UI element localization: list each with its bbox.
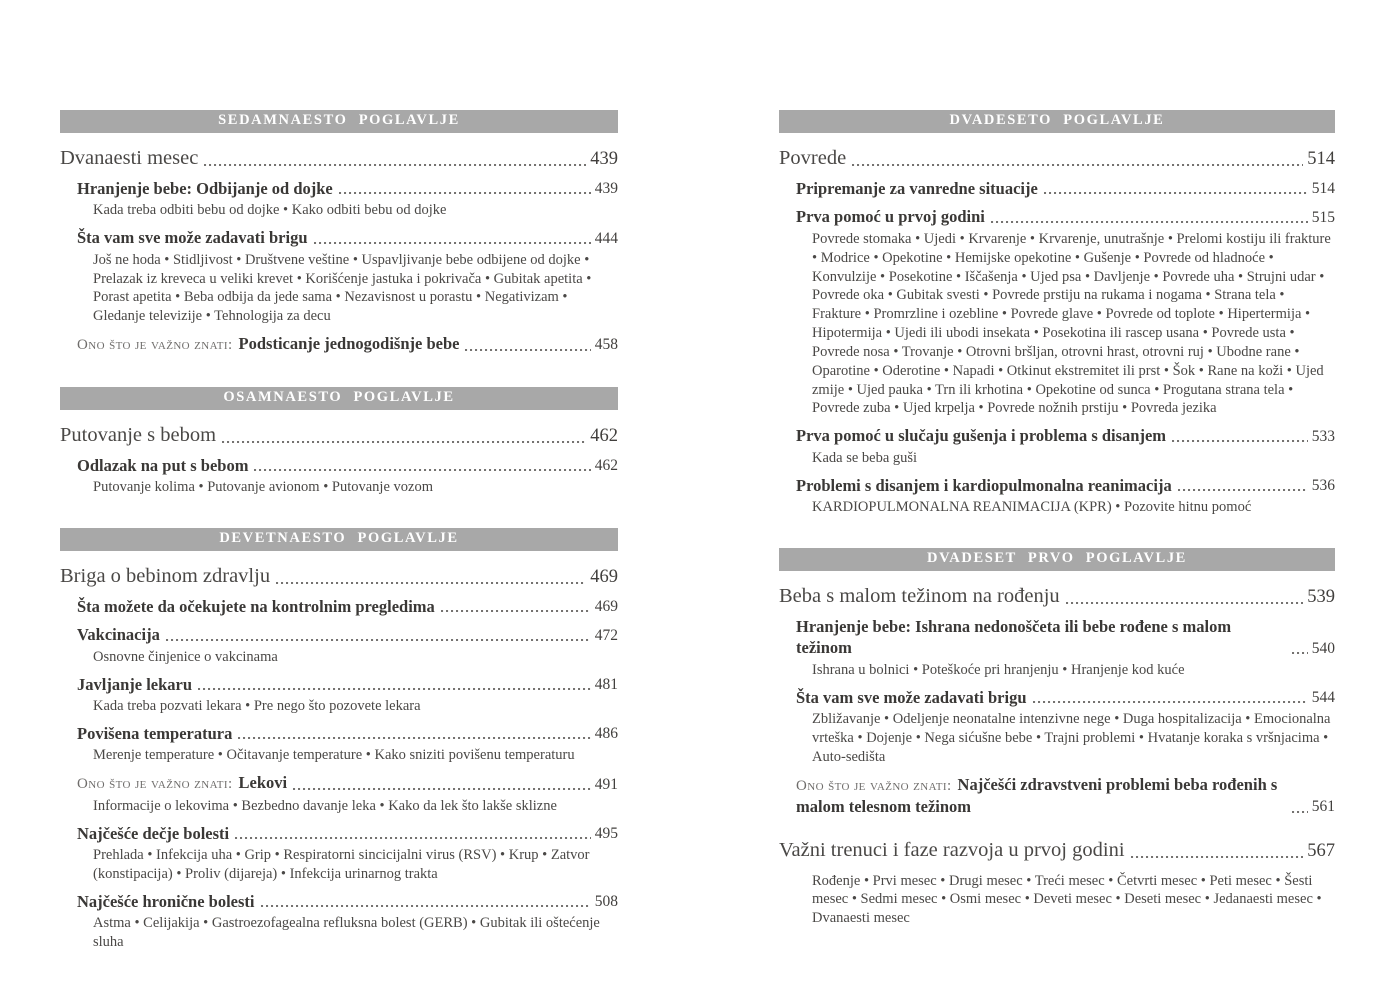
page-number: 515 [1311, 208, 1335, 226]
entry-title [77, 772, 287, 795]
toc-entry-level1 [60, 146, 618, 171]
dot-leader [1131, 856, 1304, 858]
page-number: 462 [594, 456, 618, 474]
toc-entry [796, 774, 1335, 818]
page-number: 561 [1311, 798, 1335, 816]
page-number: 536 [1311, 476, 1335, 494]
dot-leader [852, 164, 1303, 166]
toc-entry-level1 [779, 838, 1335, 863]
entry-title: Vakcinacija [77, 625, 160, 645]
entry-title: Povišena temperatura [77, 723, 233, 743]
entry-title: Prva pomoć u prvoj godini [796, 207, 985, 227]
page-number: 514 [1311, 180, 1335, 198]
entry-title: Dvanaesti mesec [60, 147, 199, 169]
dot-leader [1066, 602, 1304, 604]
toc-subtopics: Zbližavanje • Odeljenje neonatalne intenzivne nege • Duga hospitalizacija • Emocionalna vrteška • Dojenje • Nega sićušne bebe • Trajni problemi • Hvatanje koraka s vršnjacima • Auto-sedišta [812, 711, 1331, 765]
toc-entry [77, 723, 618, 744]
dot-leader [441, 610, 591, 612]
toc-entry-level1 [60, 564, 618, 589]
toc-entry-level1 [60, 423, 618, 448]
entry-title: Važni trenuci i faze razvoja u prvoj godini [779, 838, 1125, 861]
toc-subtopics: Kada se beba guši [812, 449, 918, 466]
toc-entry [796, 616, 1335, 659]
toc-entry [77, 455, 618, 476]
entry-title: Najčešće hronične bolesti [77, 891, 255, 911]
entry-title: Šta možete da očekujete na kontrolnim pregledima [77, 596, 435, 616]
entry-title-text: Podsticanje jednogodišnje bebe [238, 334, 460, 354]
dot-leader [293, 788, 591, 790]
toc-subtopics: Informacije o lekovima • Bezbedno davanje leka • Kako da lek što lakše sklizne [93, 797, 557, 814]
entry-title [77, 333, 459, 356]
dot-leader [1178, 489, 1308, 491]
chapter-heading: DEVETNAESTO POGLAVLJE [60, 528, 618, 551]
dot-leader [991, 221, 1308, 223]
toc-entry [796, 425, 1335, 446]
entry-title: Prva pomoć u slučaju gušenja i problema s disanjem [796, 426, 1167, 446]
dot-leader [339, 192, 591, 194]
page-number: 481 [594, 675, 618, 693]
dot-leader [276, 582, 586, 584]
page-number: 469 [594, 598, 618, 616]
page-number: 462 [590, 426, 618, 447]
dot-leader [1292, 811, 1308, 813]
page-number: 533 [1311, 427, 1335, 445]
toc-subtopics: Osnovne činjenice o vakcinama [93, 648, 278, 665]
entry-prefix: Ono što je važno znati: [77, 776, 233, 793]
toc-entry [77, 772, 618, 795]
dot-leader [204, 164, 586, 166]
page-number: 472 [594, 626, 618, 644]
toc-entry-level1 [779, 146, 1335, 171]
chapter-section-17 [60, 110, 618, 356]
chapter-heading: DVADESET PRVO POGLAVLJE [779, 548, 1335, 571]
entry-title-text: Lekovi [238, 773, 288, 793]
toc-subtopics: Astma • Celijakija • Gastroezofagealna refluksna bolest (GERB) • Gubitak ili oštećenje sluha [93, 915, 600, 950]
toc-subtopics: Povrede stomaka • Ujedi • Krvarenje • Krvarenje, unutrašnje • Prelomi kostiju ili frakture • Modrice • Opekotine • Hemijske opekotine • Gušenje • Povrede od hladnoće • Konvulzije • Posekotine • Iščašenja • Ujed psa • Davljenje • Povrede uha • Strujni udar • Povrede oka • Gubitak svesti • Povrede prstiju na rukama i nogama • Strana tela • Frakture • Promrzline i ozebline • Povrede glave • Povrede od toplote • Hipertermija • Hipotermija • Ujedi ili ubodi insekata • Posekotina ili rascep usana • Povrede usta • Povrede nosa • Trovanje • Otrovni bršljan, otrovni hrast, otrovni ruj • Ubodne rane • Oparotine • Oderotine • Napadi • Otkinut ekstremitet ili prst • Šok • Rane na koži • Ujed zmije • Ujed pauka • Trn ili krhotina • Opekotine od sunca • Progutana strana tela • Povrede zuba • Ujed krpelja • Povrede nožnih prstiju • Povreda jezika [812, 230, 1331, 417]
toc-entry [77, 227, 618, 248]
page-number: 469 [590, 567, 618, 588]
toc-entry [796, 206, 1335, 227]
entry-title [796, 774, 1286, 818]
entry-title: Šta vam sve može zadavati brigu [77, 228, 308, 248]
dot-leader [314, 242, 591, 244]
entry-title: Pripremanje za vanredne situacije [796, 179, 1038, 198]
chapter-heading: OSAMNAESTO POGLAVLJE [60, 387, 618, 410]
toc-entry [77, 596, 618, 617]
page-number: 439 [590, 149, 618, 170]
page-number: 458 [594, 336, 618, 354]
entry-title: Problemi s disanjem i kardiopulmonalna reanimacija [796, 475, 1172, 495]
toc-subtopics: Ishrana u bolnici • Poteškoće pri hranjenju • Hranjenje kod kuće [812, 661, 1185, 678]
dot-leader [1033, 701, 1308, 703]
toc-entry-level1 [779, 584, 1335, 609]
toc-entry [77, 674, 618, 695]
entry-prefix: Ono što je važno znati: [77, 337, 233, 354]
dot-leader [254, 469, 590, 471]
dot-leader [1292, 652, 1308, 654]
chapter-section-19 [60, 528, 618, 952]
dot-leader [198, 688, 591, 690]
dot-leader [222, 441, 586, 443]
page-number: 508 [594, 892, 618, 910]
toc-subtopics: Prehlada • Infekcija uha • Grip • Respiratorni sincicijalni virus (RSV) • Krup • Zatvor (konstipacija) • Proliv (dijareja) • Infekcija urinarnog trakta [93, 846, 590, 882]
dot-leader [166, 639, 591, 641]
dot-leader [1044, 192, 1308, 194]
entry-title: Briga o bebinom zdravlju [60, 564, 271, 587]
toc-subtopics: Rođenje • Prvi mesec • Drugi mesec • Treći mesec • Četvrti mesec • Peti mesec • Šesti mesec • Sedmi mesec • Osmi mesec • Deveti mesec • Deseti mesec • Jedanaesti mesec • Dvanaesti mesec [812, 872, 1322, 927]
toc-subtopics: Kada treba odbiti bebu od dojke • Kako odbiti bebu od dojke [93, 202, 447, 219]
toc-entry [796, 178, 1335, 199]
toc-entry [77, 624, 618, 645]
page-number: 567 [1307, 840, 1335, 861]
entry-title: Hranjenje bebe: Ishrana nedonoščeta ili bebe rođene s malom težinom [796, 616, 1232, 658]
entry-prefix: Ono što je važno znati: [796, 777, 952, 794]
dot-leader [238, 737, 590, 739]
toc-subtopics: Kada treba pozvati lekara • Pre nego što pozovete lekara [93, 698, 421, 715]
toc-subtopics: Putovanje kolima • Putovanje avionom • Putovanje vozom [93, 479, 433, 496]
toc-entry [796, 475, 1335, 496]
toc-entry [77, 333, 618, 356]
page-number: 444 [594, 229, 618, 247]
chapter-heading: DVADESETO POGLAVLJE [779, 110, 1335, 133]
entry-title: Najčešće dečje bolesti [77, 823, 230, 843]
page-number: 540 [1311, 639, 1335, 657]
toc-entry [77, 178, 618, 199]
entry-title-text: Najčešći zdravstveni problemi beba rođenih s malom telesnom težinom [796, 774, 1278, 817]
page-number: 514 [1307, 149, 1335, 170]
toc-entry [77, 891, 618, 912]
page-number: 486 [594, 725, 618, 743]
chapter-heading: SEDAMNAESTO POGLAVLJE [60, 110, 618, 133]
entry-title: Odlazak na put s bebom [77, 455, 249, 475]
chapter-section-18 [60, 387, 618, 497]
entry-title: Povrede [779, 147, 847, 169]
entry-title: Putovanje s bebom [60, 423, 217, 446]
toc-entry [77, 823, 618, 844]
page-number: 544 [1311, 688, 1335, 706]
entry-title: Beba s malom težinom na rođenju [779, 584, 1060, 607]
chapter-section-20 [779, 110, 1335, 517]
entry-title: Hranjenje bebe: Odbijanje od dojke [77, 179, 333, 198]
chapter-section-21 [779, 548, 1335, 928]
dot-leader [235, 837, 591, 839]
toc-subtopics: Još ne hoda • Stidljivost • Društvene veštine • Uspavljivanje bebe odbijene od dojke • Prelazak iz kreveca u veliki krevet • Korišćenje jastuka i pokrivača • Gubitak apetita • Porast apetita • Beba odbija da jede sama • Nezavisnost u porastu • Negativizam • Gledanje televizije • Tehnologija za decu [93, 251, 592, 325]
dot-leader [261, 905, 591, 907]
toc-subtopics: Merenje temperature • Očitavanje temperature • Kako sniziti povišenu temperaturu [93, 747, 575, 764]
dot-leader [1172, 440, 1308, 442]
entry-title: Šta vam sve može zadavati brigu [796, 687, 1027, 707]
entry-title: Javljanje lekaru [77, 674, 193, 694]
page-number: 495 [594, 824, 618, 842]
toc-column-right [779, 110, 1335, 931]
page-number: 539 [1307, 587, 1335, 608]
dot-leader [465, 349, 590, 351]
toc-column-left [60, 110, 618, 955]
toc-entry [796, 687, 1335, 708]
page-number: 439 [594, 180, 618, 198]
toc-subtopics: KARDIOPULMONALNA REANIMACIJA (KPR) • Pozovite hitnu pomoć [812, 499, 1252, 516]
page-number: 491 [594, 775, 618, 793]
